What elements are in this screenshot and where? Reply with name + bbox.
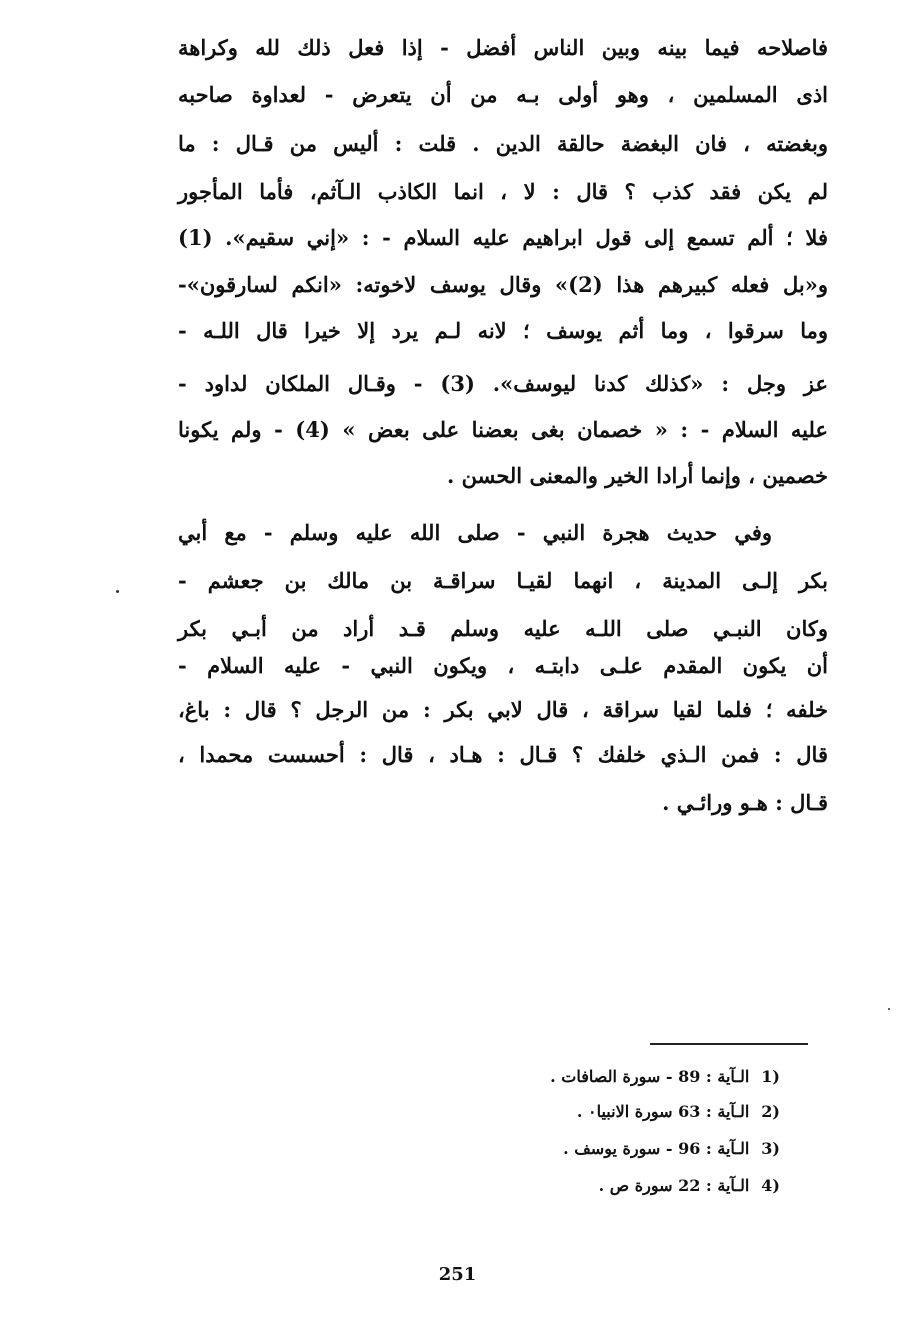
text-line: و«بل فعله كبيرهم هذا (2)» وقال يوسف لاخوته: «انكم لسارقون»- [178, 272, 828, 297]
footnote-item [599, 1175, 780, 1197]
footnote-text: الـآية : 96 - سورة يوسف . [563, 1139, 750, 1158]
footnotes [420, 1066, 780, 1206]
text-line: وما سرقوا ، وما أثم يوسف ؛ لانه لـم يرد إلا خيرا قال اللـه - [178, 318, 828, 343]
footnote-text: الـآية : 89 - سورة الصافات . [550, 1067, 750, 1086]
footnote-number: 3) [761, 1139, 780, 1158]
footnote-text: الـآية : 22 سورة ص . [598, 1176, 750, 1195]
footnote-text: الـآية : 63 سورة الانبيا٠ . [576, 1102, 750, 1121]
text-line: وفي حديث هجرة النبي - صلى الله عليه وسلم - مع أبي [178, 520, 772, 545]
text-line: بكر إلـى المدينة ، انهما لقيـا سراقـة بن مالك بن جعشم - [178, 568, 828, 593]
page-number: 251 [438, 1264, 477, 1285]
text-line: لم يكن فقد كذب ؟ قال : لا ، انما الكاذب الـآثم، فأما المأجور [178, 179, 828, 204]
footnote-item [563, 1138, 780, 1160]
footnote-number: 2) [761, 1102, 780, 1121]
text-line: وكان النبـي صلى اللـه عليه وسلم قـد أراد من أبـي بكر [178, 616, 828, 641]
text-line: عليه السلام - : « خصمان بغى بعضنا على بعض » (4) - ولم يكونا [178, 417, 828, 442]
scan-speck [888, 1008, 890, 1010]
text-line: قـال : هـو ورائـي . [662, 790, 828, 815]
text-line: عز وجل : «كذلك كدنا ليوسف». (3) - وقـال الملكان لداود - [178, 371, 829, 396]
text-line: فلا ؛ ألم تسمع إلى قول ابراهيم عليه السلام - : «إني سقيم». (1) [178, 225, 828, 250]
footnote-item [577, 1101, 780, 1123]
scan-speck [116, 590, 119, 593]
footnote-number: 4) [761, 1176, 780, 1195]
text-line: اذى المسلمين ، وهو أولى بـه من أن يتعرض - لعداوة صاحبه [178, 82, 828, 107]
paragraph-2 [178, 518, 828, 815]
text-line: وبغضته ، فان البغضة حالقة الدين . قلت : أليس من قـال : ما [178, 131, 828, 156]
paragraph-1 [178, 33, 828, 493]
text-line: خلفه ؛ فلما لقيا سراقة ، قال لابي بكر : من الرجل ؟ قال : باغ، [178, 697, 828, 722]
footnote-number: 1) [761, 1067, 780, 1086]
text-line: خصمين ، وإنما أرادا الخير والمعنى الحسن . [447, 463, 828, 488]
text-line: فاصلاحه فيما بينه وبين الناس أفضل - إذا فعل ذلك لله وكراهة [178, 35, 828, 60]
footnote-divider [650, 1043, 808, 1045]
text-line: قال : فمن الـذي خلفك ؟ قـال : هـاد ، قال : أحسست محمدا ، [178, 742, 828, 767]
footnote-item [550, 1066, 780, 1088]
text-line: أن يكون المقدم علـى دابتـه ، ويكون النبي - عليه السلام - [178, 653, 828, 678]
